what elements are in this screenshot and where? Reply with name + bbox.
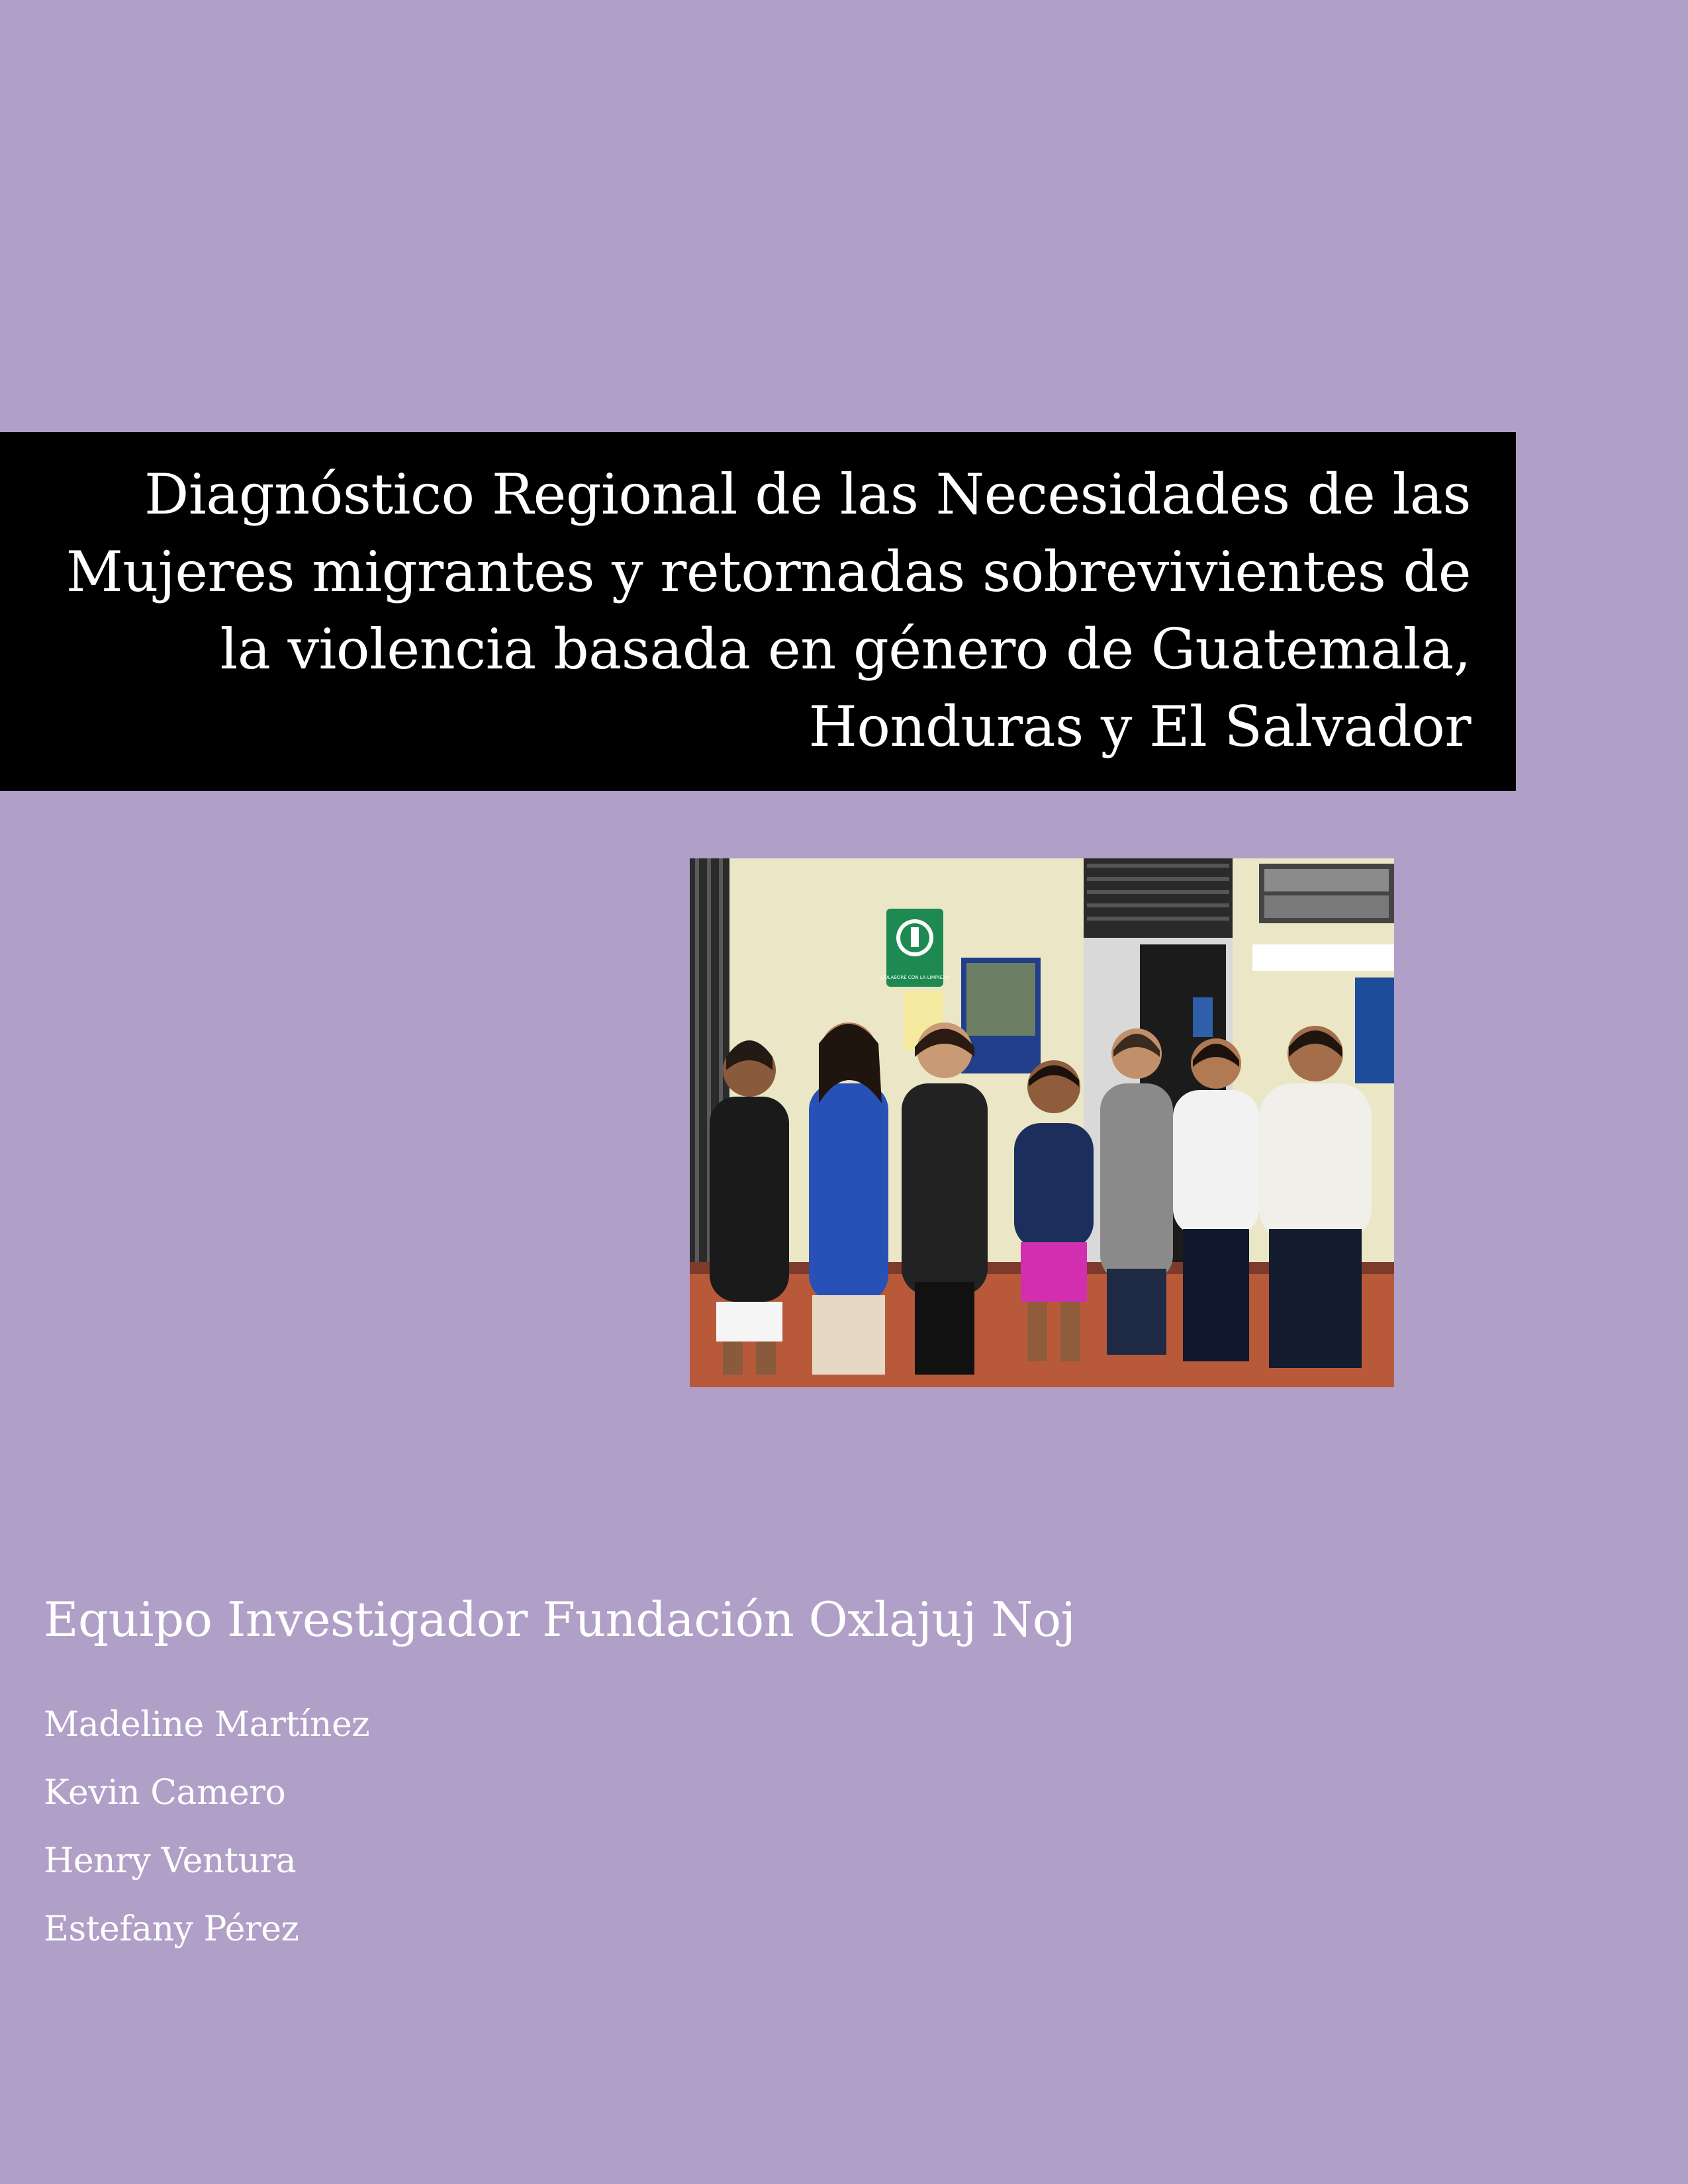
team-member: Henry Ventura [44, 1841, 297, 1881]
group-photo [690, 858, 1394, 1387]
team-member: Madeline Martínez [44, 1705, 370, 1745]
group-photo-icon [690, 858, 1394, 1387]
sign-text: COLABORE CON LA LIMPIEZA [880, 975, 949, 980]
title-banner [0, 432, 1516, 791]
title-line: Diagnóstico Regional de las Necesidades de las [144, 462, 1471, 527]
team-member: Kevin Camero [44, 1773, 286, 1813]
document-title [28, 456, 1471, 766]
title-line: la violencia basada en género de Guatemala, [220, 617, 1471, 682]
team-member-list [44, 1691, 369, 1964]
team-member: Estefany Pérez [44, 1909, 299, 1949]
title-line: Mujeres migrantes y retornadas sobrevivientes de [66, 539, 1471, 604]
team-heading: Equipo Investigador Fundación Oxlajuj Noj [44, 1592, 1076, 1647]
title-line: Honduras y El Salvador [808, 694, 1471, 759]
